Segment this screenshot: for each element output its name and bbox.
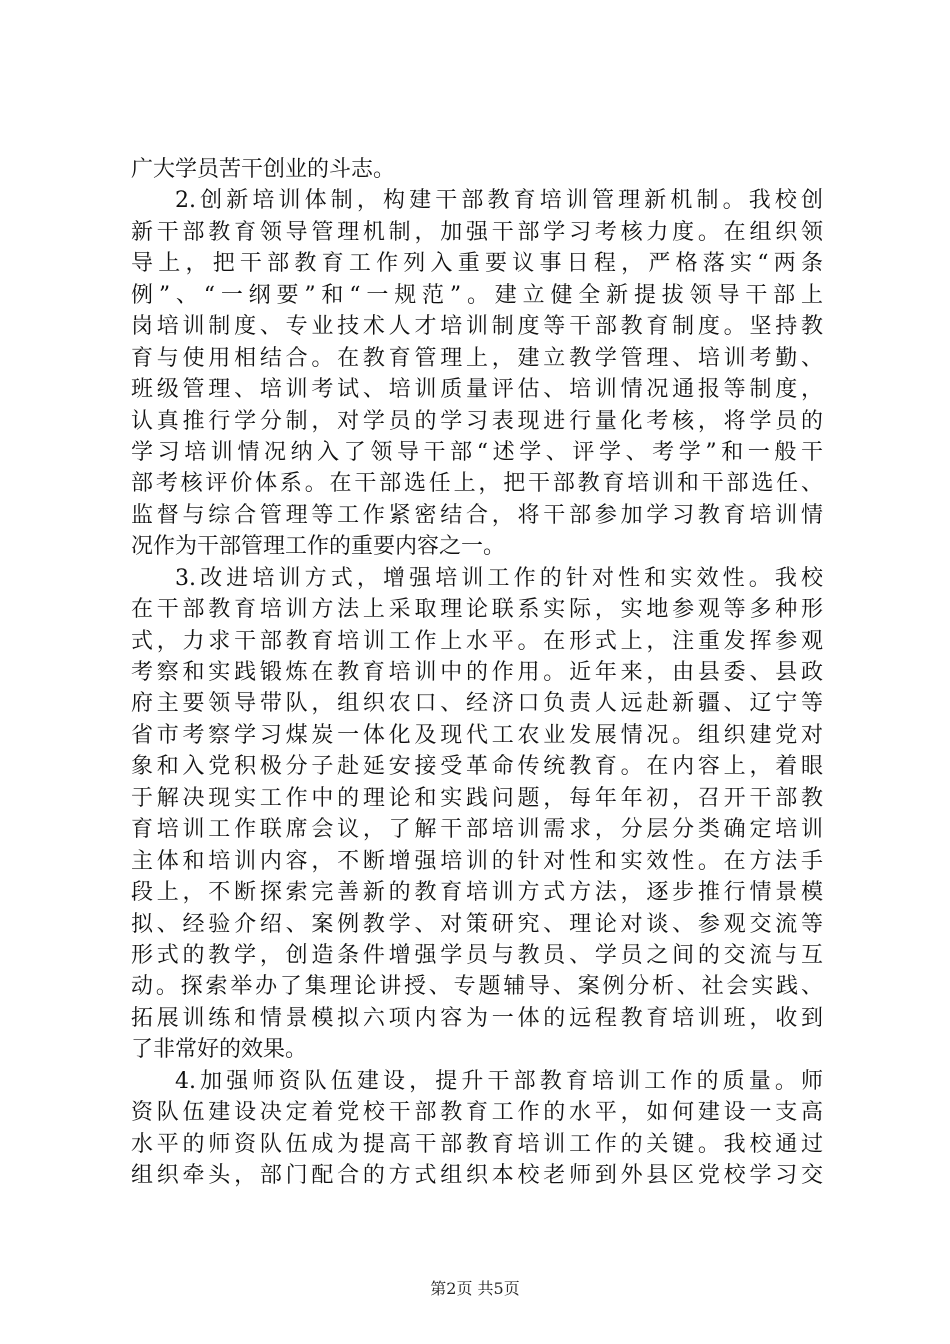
text-line: 组织牵头，部门配合的方式组织本校老师到外县区党校学习交 <box>131 1163 823 1188</box>
text-line: 水平的师资队伍成为提高干部教育培训工作的关键。我校通过 <box>131 1131 823 1157</box>
text-line: 了非常好的效果。 <box>131 1037 308 1063</box>
text-line: 形式的教学，创造条件增强学员与教员、学员之间的交流与互 <box>131 942 823 968</box>
text-line: 于解决现实工作中的理论和实践问题，每年年初，召开干部教 <box>131 785 823 811</box>
document-body <box>131 154 823 1191</box>
text-line: 例”、“一纲要”和“一规范”。建立健全新提拔领导干部上 <box>131 282 823 308</box>
text-line: 新干部教育领导管理机制，加强干部学习考核力度。在组织领 <box>131 219 823 245</box>
text-line: 府主要领导带队，组织农口、经济口负责人远赴新疆、辽宁等 <box>131 691 823 717</box>
text-line: 况作为干部管理工作的重要内容之一。 <box>131 534 506 560</box>
text-line: 学习培训情况纳入了领导干部“述学、评学、考学”和一般干 <box>131 439 823 465</box>
text-line: 4.加强师资队伍建设，提升干部教育培训工作的质量。师 <box>175 1068 823 1094</box>
text-line: 育培训工作联席会议，了解干部培训需求，分层分类确定培训 <box>131 817 823 843</box>
text-line: 2.创新培训体制，构建干部教育培训管理新机制。我校创 <box>175 188 823 214</box>
text-line: 监督与综合管理等工作紧密结合，将干部参加学习教育培训情 <box>131 502 823 528</box>
text-line: 拟、经验介绍、案例教学、对策研究、理论对谈、参观交流等 <box>131 911 823 937</box>
text-line: 段上，不断探索完善新的教育培训方式方法，逐步推行情景模 <box>131 880 823 906</box>
text-line: 3.改进培训方式，增强培训工作的针对性和实效性。我校 <box>175 565 823 591</box>
text-line: 在干部教育培训方法上采取理论联系实际，实地参观等多种形 <box>131 597 823 623</box>
text-line: 动。探索举办了集理论讲授、专题辅导、案例分析、社会实践、 <box>131 974 823 1000</box>
text-line: 主体和培训内容，不断增强培训的针对性和实效性。在方法手 <box>131 848 823 874</box>
text-line: 象和入党积极分子赴延安接受革命传统教育。在内容上，着眼 <box>131 754 823 780</box>
text-line: 考察和实践锻炼在教育培训中的作用。近年来，由县委、县政 <box>131 660 823 685</box>
text-line: 班级管理、培训考试、培训质量评估、培训情况通报等制度， <box>131 377 823 403</box>
text-line: 省市考察学习煤炭一体化及现代工农业发展情况。组织建党对 <box>131 722 823 748</box>
text-line: 拓展训练和情景模拟六项内容为一体的远程教育培训班，收到 <box>131 1005 823 1031</box>
text-line: 部考核评价体系。在干部选任上，把干部教育培训和干部选任、 <box>131 471 823 497</box>
text-line: 育与使用相结合。在教育管理上，建立教学管理、培训考勤、 <box>131 345 823 371</box>
text-line: 认真推行学分制，对学员的学习表现进行量化考核，将学员的 <box>131 408 823 434</box>
text-line: 式，力求干部教育培训工作上水平。在形式上，注重发挥参观 <box>131 628 823 654</box>
page-footer: 第2页 共5页 <box>430 1279 520 1298</box>
text-line: 广大学员苦干创业的斗志。 <box>131 157 396 182</box>
text-line: 导上，把干部教育工作列入重要议事日程，严格落实“两条 <box>131 251 823 277</box>
text-line: 资队伍建设决定着党校干部教育工作的水平，如何建设一支高 <box>131 1100 823 1126</box>
text-line: 岗培训制度、专业技术人才培训制度等干部教育制度。坚持教 <box>131 314 823 340</box>
